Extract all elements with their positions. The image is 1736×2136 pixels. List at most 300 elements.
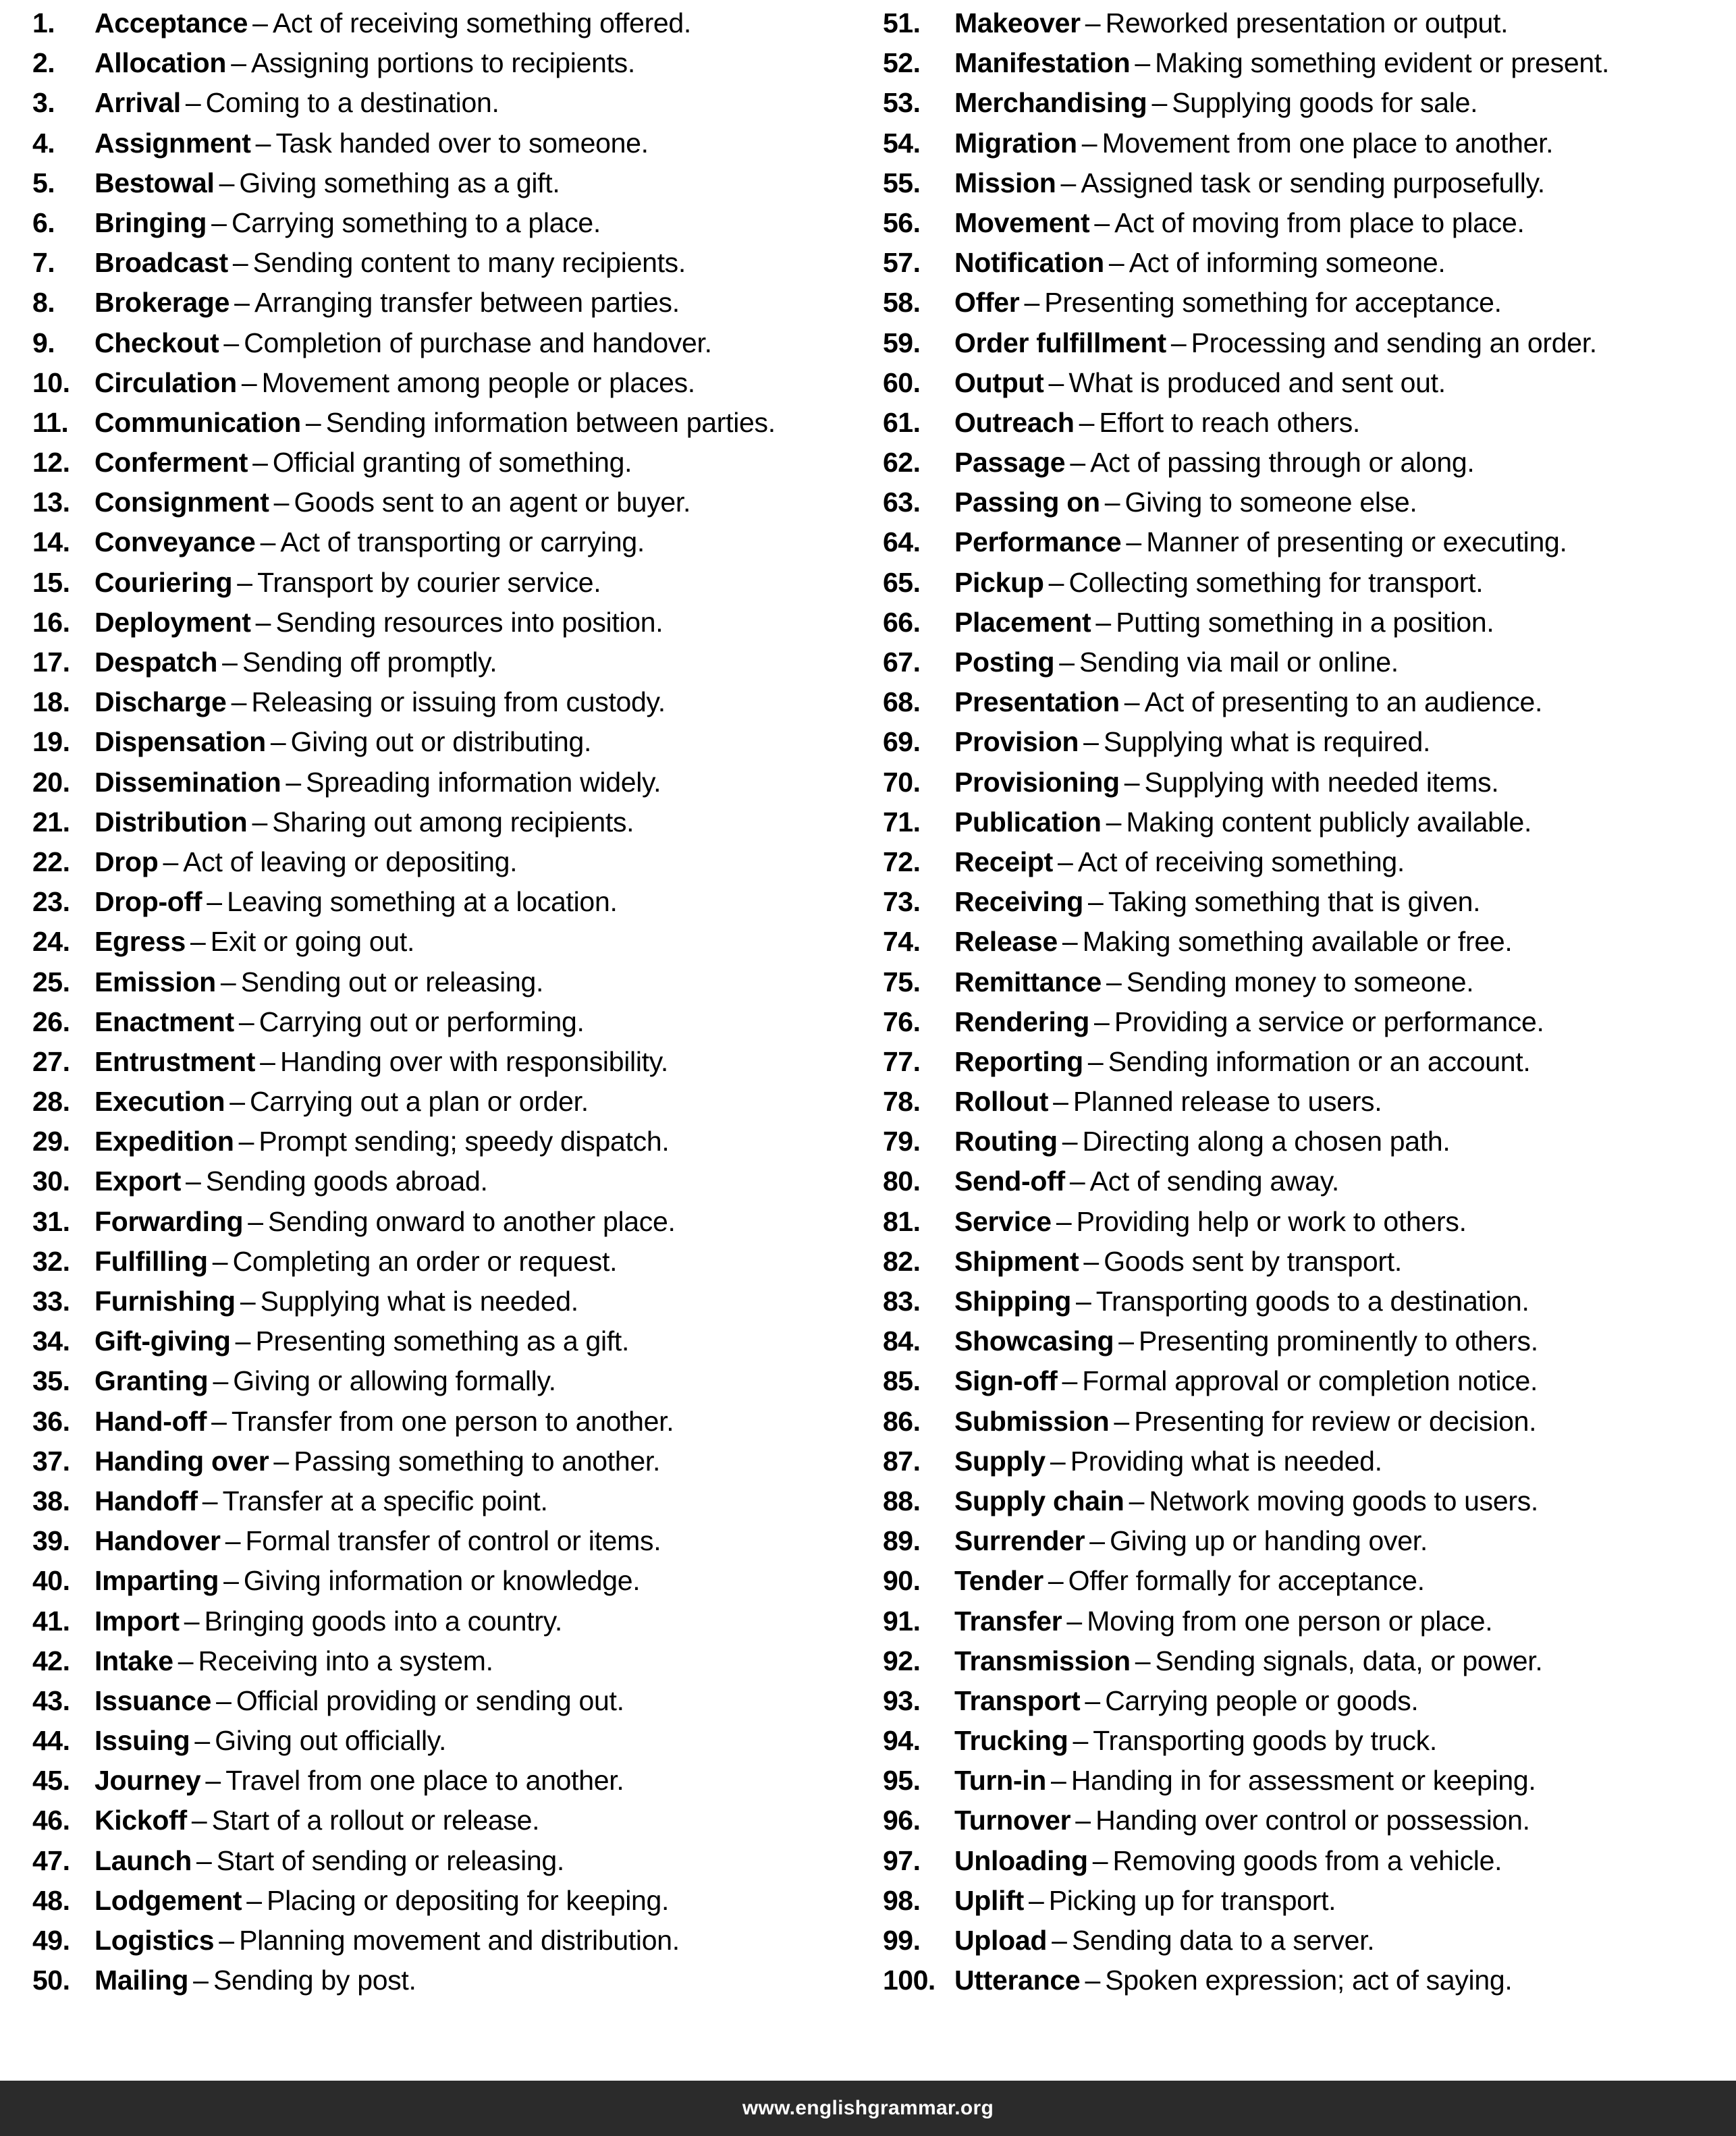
list-item-dash: – bbox=[207, 886, 223, 918]
list-item bbox=[883, 848, 1724, 888]
list-item-definition: Act of receiving something. bbox=[1077, 846, 1405, 877]
list-item-number: 92. bbox=[883, 1645, 921, 1676]
list-item-dash: – bbox=[1062, 926, 1078, 958]
list-item-definition: Removing goods from a vehicle. bbox=[1112, 1844, 1502, 1876]
list-item-definition: Giving up or handing over. bbox=[1110, 1525, 1428, 1557]
list-item-number: 63. bbox=[883, 487, 921, 518]
list-item-dash: – bbox=[1073, 1725, 1089, 1757]
list-item-definition: Presenting something as a gift. bbox=[255, 1325, 630, 1357]
list-item-definition: Official granting of something. bbox=[272, 447, 632, 478]
list-item-definition: Sending information between parties. bbox=[325, 406, 776, 438]
list-item bbox=[883, 528, 1724, 568]
list-item-definition: Act of moving from place to place. bbox=[1114, 207, 1525, 238]
list-item-definition: Sending information or an account. bbox=[1108, 1045, 1531, 1077]
list-item-dash: – bbox=[1106, 806, 1122, 838]
footer-site-url[interactable]: www.englishgrammar.org bbox=[742, 2097, 994, 2119]
list-item-number: 84. bbox=[883, 1325, 921, 1357]
list-item-dash: – bbox=[1079, 406, 1095, 438]
list-item-definition: Sending content to many recipients. bbox=[252, 247, 686, 279]
list-item-definition: Act of passing through or along. bbox=[1090, 447, 1475, 478]
list-item-definition: Start of sending or releasing. bbox=[216, 1844, 564, 1876]
list-item bbox=[32, 1327, 856, 1367]
list-item-number: 60. bbox=[883, 366, 921, 398]
list-item bbox=[883, 688, 1724, 728]
list-item bbox=[883, 406, 1724, 449]
list-item-definition: Manner of presenting or executing. bbox=[1146, 526, 1567, 558]
list-item-definition: Giving or allowing formally. bbox=[233, 1365, 556, 1397]
list-item-dash: – bbox=[225, 1525, 241, 1557]
list-item-definition: Leaving something at a location. bbox=[227, 886, 618, 918]
list-item-definition: Providing help or work to others. bbox=[1076, 1205, 1467, 1237]
list-item-term: Transfer bbox=[954, 1605, 1062, 1637]
list-item-dash: – bbox=[252, 7, 268, 38]
list-item-term: Service bbox=[954, 1205, 1052, 1237]
list-item-number: 31. bbox=[32, 1205, 70, 1237]
list-item bbox=[32, 449, 856, 489]
list-item-definition: Sending money to someone. bbox=[1126, 966, 1474, 997]
list-item bbox=[32, 1527, 856, 1567]
list-item bbox=[32, 1405, 856, 1448]
list-item-number: 7. bbox=[32, 247, 55, 279]
list-item-number: 96. bbox=[883, 1805, 921, 1836]
list-item-dash: – bbox=[260, 526, 276, 558]
list-item bbox=[32, 766, 856, 809]
list-item bbox=[32, 1927, 856, 1967]
list-item-term: Egress bbox=[94, 926, 186, 958]
list-item-term: Export bbox=[94, 1166, 182, 1197]
list-item bbox=[883, 1967, 1724, 2006]
list-item bbox=[883, 1168, 1724, 1207]
list-item bbox=[32, 1487, 856, 1527]
list-item-dash: – bbox=[238, 1006, 254, 1037]
list-item bbox=[32, 888, 856, 928]
list-item-term: Lodgement bbox=[94, 1884, 242, 1916]
list-item-number: 34. bbox=[32, 1325, 70, 1357]
list-item-number: 3. bbox=[32, 87, 55, 119]
list-item bbox=[32, 688, 856, 728]
list-item bbox=[32, 49, 856, 89]
list-item-number: 91. bbox=[883, 1605, 921, 1637]
list-item-definition: Formal approval or completion notice. bbox=[1082, 1365, 1538, 1397]
list-item-definition: Offer formally for acceptance. bbox=[1068, 1565, 1425, 1597]
list-item bbox=[883, 489, 1724, 528]
list-item-dash: – bbox=[216, 1685, 232, 1716]
list-item-dash: – bbox=[1108, 247, 1124, 279]
list-item-definition: Carrying people or goods. bbox=[1105, 1685, 1419, 1716]
list-item-definition: Supplying with needed items. bbox=[1144, 766, 1499, 798]
list-item bbox=[883, 329, 1724, 369]
list-item-dash: – bbox=[1092, 1844, 1108, 1876]
list-item-number: 28. bbox=[32, 1086, 70, 1118]
list-item-dash: – bbox=[255, 127, 271, 159]
list-item-number: 100. bbox=[883, 1965, 935, 1996]
list-item bbox=[883, 49, 1724, 89]
list-item-number: 80. bbox=[883, 1166, 921, 1197]
list-item bbox=[32, 806, 856, 848]
list-item-definition: Movement among people or places. bbox=[261, 366, 695, 398]
list-item-term: Handing over bbox=[94, 1445, 269, 1477]
list-item-dash: – bbox=[1070, 447, 1086, 478]
list-item-number: 10. bbox=[32, 366, 70, 398]
list-item-dash: – bbox=[223, 327, 240, 358]
list-item-definition: Making content publicly available. bbox=[1126, 806, 1532, 838]
list-item-dash: – bbox=[248, 1205, 264, 1237]
list-item-definition: Prompt sending; speedy dispatch. bbox=[259, 1126, 670, 1157]
list-item-definition: Providing what is needed. bbox=[1070, 1445, 1382, 1477]
list-item-dash: – bbox=[1151, 87, 1168, 119]
list-item-number: 15. bbox=[32, 566, 70, 598]
list-item bbox=[883, 1128, 1724, 1168]
list-item-dash: – bbox=[237, 566, 253, 598]
list-item-number: 5. bbox=[32, 167, 55, 198]
list-item-definition: Effort to reach others. bbox=[1099, 406, 1361, 438]
list-item-number: 53. bbox=[883, 87, 921, 119]
list-item-term: Merchandising bbox=[954, 87, 1147, 119]
list-item-dash: – bbox=[1053, 1086, 1068, 1118]
list-item bbox=[883, 1205, 1724, 1248]
list-item-term: Arrival bbox=[94, 87, 181, 119]
list-item-dash: – bbox=[235, 1325, 251, 1357]
list-item-dash: – bbox=[260, 1045, 275, 1077]
list-item-term: Release bbox=[954, 926, 1058, 958]
list-item-term: Despatch bbox=[94, 647, 218, 678]
list-item-term: Fulfilling bbox=[94, 1245, 208, 1277]
list-item-dash: – bbox=[238, 1126, 254, 1157]
list-item-definition: Start of a rollout or release. bbox=[211, 1805, 540, 1836]
list-item-definition: Network moving goods to users. bbox=[1149, 1485, 1539, 1516]
list-item-definition: Making something evident or present. bbox=[1155, 47, 1610, 79]
list-item-number: 86. bbox=[883, 1405, 921, 1437]
list-item-number: 76. bbox=[883, 1006, 921, 1037]
list-item bbox=[32, 1967, 856, 2006]
list-item-definition: Giving out or distributing. bbox=[290, 726, 592, 758]
list-item-term: Journey bbox=[94, 1765, 201, 1797]
list-item bbox=[883, 968, 1724, 1008]
list-item-number: 38. bbox=[32, 1485, 70, 1516]
list-item-term: Sign-off bbox=[954, 1365, 1058, 1397]
list-item-number: 2. bbox=[32, 47, 55, 79]
list-item-number: 40. bbox=[32, 1565, 70, 1597]
list-item-definition: Providing a service or performance. bbox=[1114, 1006, 1544, 1037]
list-item-definition: Completion of purchase and handover. bbox=[244, 327, 712, 358]
list-item-dash: – bbox=[240, 1286, 256, 1317]
list-item bbox=[32, 1605, 856, 1647]
list-item-dash: – bbox=[219, 1925, 235, 1956]
list-item-number: 55. bbox=[883, 167, 921, 198]
list-item-term: Bringing bbox=[94, 207, 207, 238]
list-item bbox=[32, 127, 856, 169]
list-item-dash: – bbox=[1085, 1685, 1101, 1716]
list-item-dash: – bbox=[1087, 1045, 1104, 1077]
list-item-term: Uplift bbox=[954, 1884, 1024, 1916]
list-item-term: Shipping bbox=[954, 1286, 1071, 1317]
list-item-dash: – bbox=[246, 1884, 263, 1916]
list-item-definition: Exit or going out. bbox=[210, 926, 415, 958]
list-item-definition: Formal transfer of control or items. bbox=[245, 1525, 661, 1557]
list-item-definition: Spoken expression; act of saying. bbox=[1105, 1965, 1513, 1996]
list-item-term: Emission bbox=[94, 966, 216, 997]
list-item-definition: Putting something in a position. bbox=[1116, 606, 1494, 638]
list-item bbox=[883, 766, 1724, 809]
list-item-term: Import bbox=[94, 1605, 180, 1637]
list-item-definition: Completing an order or request. bbox=[232, 1245, 618, 1277]
list-item-dash: – bbox=[223, 1565, 239, 1597]
list-item-term: Discharge bbox=[94, 686, 227, 718]
list-item-term: Execution bbox=[94, 1086, 225, 1118]
list-item-dash: – bbox=[231, 686, 247, 718]
list-item-number: 90. bbox=[883, 1565, 921, 1597]
list-item bbox=[883, 1884, 1724, 1927]
list-item-dash: – bbox=[219, 167, 235, 198]
list-item-dash: – bbox=[1083, 1245, 1100, 1277]
list-item-definition: Act of sending away. bbox=[1089, 1166, 1339, 1197]
list-item-term: Acceptance bbox=[94, 7, 248, 38]
list-item-definition: Task handed over to someone. bbox=[275, 127, 649, 159]
list-item-dash: – bbox=[213, 1365, 229, 1397]
list-item-term: Transmission bbox=[954, 1645, 1131, 1676]
list-item bbox=[883, 449, 1724, 489]
list-item bbox=[883, 169, 1724, 209]
list-item-term: Handover bbox=[94, 1525, 221, 1557]
list-item-dash: – bbox=[1059, 647, 1075, 678]
list-item-number: 82. bbox=[883, 1245, 921, 1277]
list-item-term: Rendering bbox=[954, 1006, 1090, 1037]
list-item-term: Surrender bbox=[954, 1525, 1085, 1557]
list-item-dash: – bbox=[1085, 1965, 1101, 1996]
list-item-term: Dispensation bbox=[94, 726, 266, 758]
list-item-term: Shipment bbox=[954, 1245, 1079, 1277]
list-item-term: Rollout bbox=[954, 1086, 1049, 1118]
list-item bbox=[883, 289, 1724, 329]
list-item-number: 57. bbox=[883, 247, 921, 279]
list-item-term: Distribution bbox=[94, 806, 248, 838]
list-item-term: Movement bbox=[954, 207, 1090, 238]
list-item-definition: Coming to a destination. bbox=[205, 87, 499, 119]
list-item-dash: – bbox=[1081, 127, 1097, 159]
list-item-dash: – bbox=[212, 1245, 228, 1277]
list-item-number: 65. bbox=[883, 566, 921, 598]
list-item-definition: Moving from one person or place. bbox=[1087, 1605, 1493, 1637]
list-item-dash: – bbox=[185, 87, 201, 119]
list-item bbox=[32, 1168, 856, 1207]
list-item-term: Communication bbox=[94, 406, 301, 438]
list-item-term: Turnover bbox=[954, 1805, 1071, 1836]
list-item-term: Expedition bbox=[94, 1126, 234, 1157]
list-item-number: 6. bbox=[32, 207, 55, 238]
list-item-dash: – bbox=[1089, 1525, 1106, 1557]
list-item-number: 70. bbox=[883, 766, 921, 798]
list-item-dash: – bbox=[1058, 846, 1073, 877]
list-item-dash: – bbox=[1124, 766, 1140, 798]
list-item bbox=[883, 1844, 1724, 1887]
list-item-term: Receiving bbox=[954, 886, 1083, 918]
list-item-term: Forwarding bbox=[94, 1205, 244, 1237]
list-item-number: 51. bbox=[883, 7, 921, 38]
list-item-dash: – bbox=[211, 207, 227, 238]
list-item bbox=[32, 606, 856, 649]
list-item-term: Output bbox=[954, 366, 1044, 398]
list-item bbox=[32, 289, 856, 329]
list-item bbox=[883, 1927, 1724, 1967]
list-item bbox=[883, 1367, 1724, 1407]
list-item-dash: – bbox=[1094, 207, 1110, 238]
list-item-dash: – bbox=[1095, 606, 1112, 638]
list-item-term: Manifestation bbox=[954, 47, 1131, 79]
list-item-term: Order fulfillment bbox=[954, 327, 1166, 358]
list-item-term: Supply bbox=[954, 1445, 1046, 1477]
list-item-term: Issuing bbox=[94, 1725, 190, 1757]
list-item-dash: – bbox=[222, 647, 238, 678]
list-item bbox=[883, 806, 1724, 848]
list-item-dash: – bbox=[194, 1725, 211, 1757]
list-item-number: 48. bbox=[32, 1884, 70, 1916]
list-item-term: Drop-off bbox=[94, 886, 202, 918]
list-item-term: Upload bbox=[954, 1925, 1048, 1956]
list-item-term: Makeover bbox=[954, 7, 1081, 38]
list-item-definition: Sending out or releasing. bbox=[240, 966, 544, 997]
list-item-term: Tender bbox=[954, 1565, 1043, 1597]
list-item-dash: – bbox=[231, 47, 246, 79]
list-item bbox=[883, 1807, 1724, 1846]
list-item bbox=[32, 649, 856, 688]
list-item-number: 64. bbox=[883, 526, 921, 558]
list-item bbox=[883, 928, 1724, 968]
list-item-number: 59. bbox=[883, 327, 921, 358]
list-item-number: 93. bbox=[883, 1685, 921, 1716]
list-item-number: 30. bbox=[32, 1166, 70, 1197]
list-item bbox=[883, 1405, 1724, 1448]
list-item-term: Gift-giving bbox=[94, 1325, 231, 1357]
list-item bbox=[32, 89, 856, 129]
list-item-term: Routing bbox=[954, 1126, 1058, 1157]
list-item-number: 37. bbox=[32, 1445, 70, 1477]
list-item-definition: Supplying goods for sale. bbox=[1172, 87, 1478, 119]
list-item-dash: – bbox=[286, 766, 302, 798]
list-item-definition: Processing and sending an order. bbox=[1191, 327, 1597, 358]
list-item-definition: Releasing or issuing from custody. bbox=[251, 686, 666, 718]
list-item-definition: Giving something as a gift. bbox=[239, 167, 560, 198]
list-item-definition: Act of receiving something offered. bbox=[272, 7, 692, 38]
list-item-term: Drop bbox=[94, 846, 159, 877]
list-item-number: 49. bbox=[32, 1925, 70, 1956]
list-item-number: 47. bbox=[32, 1844, 70, 1876]
list-item bbox=[32, 968, 856, 1008]
list-item-definition: Transfer at a specific point. bbox=[222, 1485, 548, 1516]
list-item-definition: Act of presenting to an audience. bbox=[1144, 686, 1543, 718]
list-item-definition: Transporting goods by truck. bbox=[1093, 1725, 1437, 1757]
list-item-term: Provision bbox=[954, 726, 1079, 758]
list-item-term: Pickup bbox=[954, 566, 1044, 598]
list-item bbox=[32, 928, 856, 968]
list-item bbox=[883, 1008, 1724, 1048]
list-item-definition: Sharing out among recipients. bbox=[272, 806, 634, 838]
list-item-number: 66. bbox=[883, 606, 921, 638]
list-item-definition: Handing in for assessment or keeping. bbox=[1070, 1765, 1536, 1797]
list-item-term: Brokerage bbox=[94, 287, 230, 319]
list-item-dash: – bbox=[252, 447, 268, 478]
list-item-number: 1. bbox=[32, 7, 55, 38]
list-item-number: 26. bbox=[32, 1006, 70, 1037]
list-item-term: Unloading bbox=[954, 1844, 1088, 1876]
list-item-dash: – bbox=[205, 1765, 221, 1797]
list-item-number: 83. bbox=[883, 1286, 921, 1317]
list-item-number: 16. bbox=[32, 606, 70, 638]
list-item bbox=[883, 1327, 1724, 1367]
list-item-term: Conveyance bbox=[94, 526, 256, 558]
list-item bbox=[883, 1767, 1724, 1807]
list-item-definition: Handing over with responsibility. bbox=[279, 1045, 668, 1077]
list-item bbox=[883, 1727, 1724, 1767]
list-item bbox=[883, 1245, 1724, 1288]
list-item-dash: – bbox=[1135, 1645, 1151, 1676]
list-item-term: Receipt bbox=[954, 846, 1054, 877]
list-item-number: 98. bbox=[883, 1884, 921, 1916]
list-item-definition: Act of informing someone. bbox=[1129, 247, 1446, 279]
list-item-number: 67. bbox=[883, 647, 921, 678]
list-item-number: 4. bbox=[32, 127, 55, 159]
list-item bbox=[32, 249, 856, 289]
list-item-term: Remittance bbox=[954, 966, 1102, 997]
list-item-term: Bestowal bbox=[94, 167, 215, 198]
list-item-definition: Making something available or free. bbox=[1082, 926, 1513, 958]
list-item-definition: Travel from one place to another. bbox=[225, 1765, 624, 1797]
list-item-definition: Picking up for transport. bbox=[1048, 1884, 1336, 1916]
list-item bbox=[32, 1727, 856, 1767]
list-item-dash: – bbox=[184, 1605, 200, 1637]
list-item bbox=[32, 1367, 856, 1407]
list-item-definition: Bringing goods into a country. bbox=[204, 1605, 562, 1637]
list-item bbox=[32, 366, 856, 409]
list-item-dash: – bbox=[229, 1086, 246, 1118]
list-item-number: 72. bbox=[883, 846, 921, 877]
list-item-number: 74. bbox=[883, 926, 921, 958]
list-item-definition: Sending goods abroad. bbox=[205, 1166, 488, 1197]
list-item-term: Granting bbox=[94, 1365, 209, 1397]
list-item-definition: Receiving into a system. bbox=[198, 1645, 493, 1676]
list-item bbox=[883, 1045, 1724, 1088]
list-item-dash: – bbox=[270, 726, 286, 758]
list-item-number: 11. bbox=[32, 406, 69, 438]
list-item-term: Posting bbox=[954, 647, 1055, 678]
list-item-definition: Sending resources into position. bbox=[275, 606, 663, 638]
list-item-term: Dissemination bbox=[94, 766, 281, 798]
list-item-dash: – bbox=[1135, 47, 1151, 79]
list-item-term: Offer bbox=[954, 287, 1020, 319]
list-item-number: 79. bbox=[883, 1126, 921, 1157]
list-item-term: Passing on bbox=[954, 487, 1100, 518]
list-item bbox=[32, 209, 856, 249]
list-item-term: Allocation bbox=[94, 47, 227, 79]
list-item-number: 22. bbox=[32, 846, 70, 877]
list-item-number: 39. bbox=[32, 1525, 70, 1557]
list-item bbox=[32, 1128, 856, 1168]
list-item-number: 85. bbox=[883, 1365, 921, 1397]
list-item-number: 46. bbox=[32, 1805, 70, 1836]
list-item-dash: – bbox=[1052, 1925, 1067, 1956]
list-item-definition: Goods sent by transport. bbox=[1104, 1245, 1402, 1277]
list-item-term: Furnishing bbox=[94, 1286, 236, 1317]
list-item-dash: – bbox=[191, 1805, 207, 1836]
list-item-definition: Presenting for review or decision. bbox=[1134, 1405, 1537, 1437]
list-item-number: 68. bbox=[883, 686, 921, 718]
list-item-number: 61. bbox=[883, 406, 921, 438]
list-item-dash: – bbox=[1048, 1565, 1064, 1597]
list-item-dash: – bbox=[1088, 886, 1104, 918]
list-item-number: 62. bbox=[883, 447, 921, 478]
list-item-number: 99. bbox=[883, 1925, 921, 1956]
list-item-term: Provisioning bbox=[954, 766, 1120, 798]
list-item-dash: – bbox=[211, 1405, 227, 1437]
